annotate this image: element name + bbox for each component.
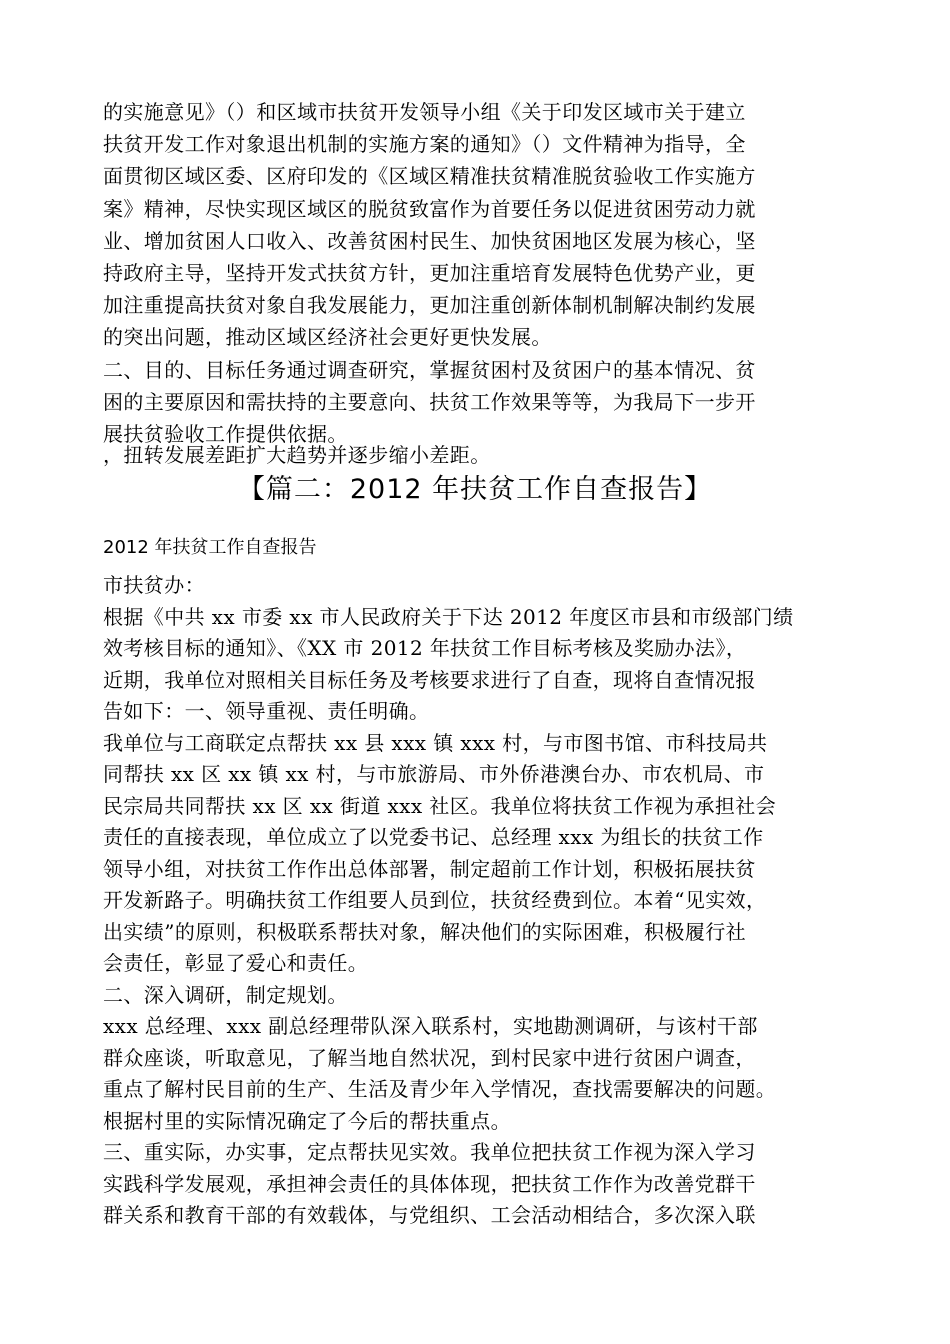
text-line: 加注重提高扶贫对象自我发展能力，更加注重创新体制机制解决制约发展 bbox=[103, 293, 756, 318]
text-line: 二、目的、目标任务通过调查研究，掌握贫困村及贫困户的基本情况、贫 bbox=[103, 357, 756, 382]
text-line: 责任的直接表现，单位成立了以党委书记、总经理 xxx 为组长的扶贫工作 bbox=[103, 825, 764, 849]
text-line: 的突出问题，推动区域区经济社会更好更快发展。 bbox=[103, 325, 552, 350]
text-line: 我单位与工商联定点帮扶 xx 县 xxx 镇 xxx 村，与市图书馆、市科技局共 bbox=[103, 730, 768, 755]
text-line: 民宗局共同帮扶 xx 区 xx 街道 xxx 社区。我单位将扶贫工作视为承担社会 bbox=[103, 793, 777, 818]
text-line: 案》精神，尽快实现区域区的脱贫致富作为首要任务以促进贫困劳动力就 bbox=[103, 196, 756, 221]
text-line: 业、增加贫困人口收入、改善贫困村民生、加快贫困地区发展为核心，坚 bbox=[103, 228, 756, 253]
text-line: 根据《中共 xx 市委 xx 市人民政府关于下达 2012 年度区市县和市级部门绩 bbox=[103, 604, 794, 629]
text-line: 同帮扶 xx 区 xx 镇 xx 村，与市旅游局、市外侨港澳台办、市农机局、市 bbox=[103, 762, 765, 786]
text-line: 面贯彻区域区委、区府印发的《区域区精准扶贫精准脱贫验收工作实施方 bbox=[103, 164, 756, 189]
text-line: 领导小组，对扶贫工作作出总体部署，制定超前工作计划，积极拓展扶贫 bbox=[103, 856, 756, 881]
text-line: 开发新路子。明确扶贫工作组要人员到位，扶贫经费到位。本着“见实效， bbox=[103, 888, 767, 912]
text-line: 重点了解村民目前的生产、生活及青少年入学情况，查找需要解决的问题。 bbox=[103, 1077, 777, 1101]
text-line: 实践科学发展观，承担神会责任的具体体现，把扶贫工作作为改善党群干 bbox=[103, 1171, 756, 1196]
text-line: 三、重实际，办实事，定点帮扶见实效。我单位把扶贫工作视为深入学习 bbox=[103, 1140, 756, 1164]
text-line: 群关系和教育干部的有效载体，与党组织、工会活动相结合，多次深入联 bbox=[103, 1203, 756, 1227]
intro-paragraphs bbox=[103, 96, 756, 450]
text-line: 的实施意见》（）和区域市扶贫开发领导小组《关于印发区域市关于建立 bbox=[103, 100, 746, 124]
text-line: 二、深入调研，制定规划。 bbox=[103, 982, 348, 1007]
text-line: 群众座谈，听取意见，了解当地自然状况，到村民家中进行贫困户调查， bbox=[103, 1045, 756, 1070]
text-line: 告如下：一、领导重视、责任明确。 bbox=[103, 699, 430, 723]
text-line: 市扶贫办： bbox=[103, 573, 205, 597]
text-line: 效考核目标的通知》、《XX 市 2012 年扶贫工作目标考核及奖励办法》， bbox=[103, 636, 747, 660]
text-line: 持政府主导，坚持开发式扶贫方针，更加注重培育发展特色优势产业，更 bbox=[103, 260, 756, 285]
text-line: 出实绩”的原则，积极联系帮扶对象，解决他们的实际困难，积极履行社 bbox=[103, 919, 747, 944]
text-line: 展扶贫验收工作提供依据。 bbox=[103, 421, 348, 446]
text-line: xxx 总经理、xxx 副总经理带队深入联系村，实地勘测调研，与该村干部 bbox=[103, 1014, 758, 1038]
text-line: 会责任，彰显了爱心和责任。 bbox=[103, 951, 369, 975]
section-heading: 【篇二：2012 年扶贫工作自查报告】 bbox=[237, 474, 713, 505]
text-line: ，扭转发展差距扩大趋势并逐步缩小差距。 bbox=[103, 443, 491, 467]
text-line: 困的主要原因和需扶持的主要意向、扶贫工作效果等等，为我局下一步开 bbox=[103, 389, 756, 414]
report-body bbox=[103, 570, 794, 1232]
report-title: 2012 年扶贫工作自查报告 bbox=[103, 537, 317, 558]
text-line: 近期，我单位对照相关目标任务及考核要求进行了自查，现将自查情况报 bbox=[103, 667, 756, 692]
text-line: 根据村里的实际情况确定了今后的帮扶重点。 bbox=[103, 1108, 511, 1133]
text-line: 扶贫开发工作对象退出机制的实施方案的通知》（）文件精神为指导，全 bbox=[103, 132, 746, 157]
